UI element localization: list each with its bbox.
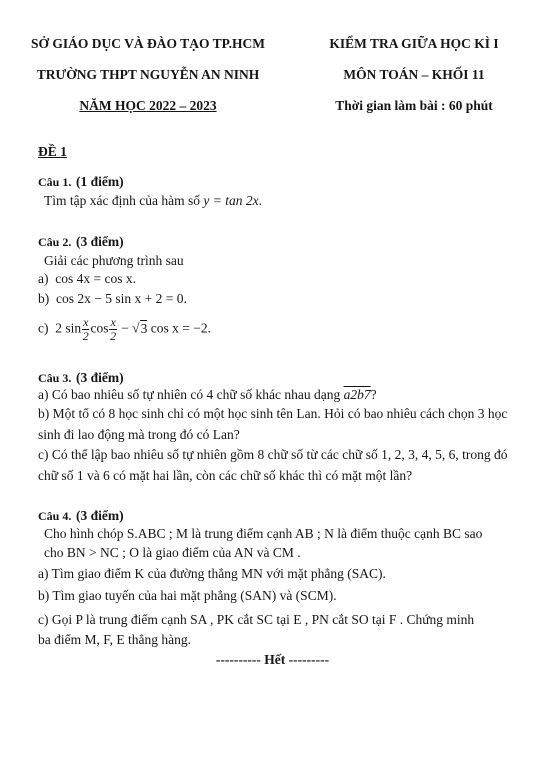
question-2b-formula: cos 2x − 5 sin x + 2 = 0 — [56, 291, 184, 306]
end-marker: ---------- Hết --------- — [215, 652, 330, 667]
question-3a: a) Có bao nhiêu số tự nhiên có 4 chữ số khác nhau dạng a2b7? — [38, 387, 377, 402]
question-3-points: (3 điểm) — [76, 370, 124, 385]
question-3-header — [38, 370, 124, 386]
question-2a: a) cos 4x = cos x. — [38, 271, 136, 286]
sqrt-3: 3 — [140, 320, 148, 336]
school-name: TRƯỜNG THPT NGUYỄN AN NINH — [36, 67, 260, 82]
question-1-number: Câu 1. — [38, 175, 72, 189]
question-1-header — [38, 174, 124, 190]
question-2-points: (3 điểm) — [76, 234, 124, 249]
question-2a-formula: cos 4x = cos x — [55, 271, 133, 286]
question-2-header — [38, 234, 124, 250]
question-2-intro: Giải các phương trình sau — [44, 253, 184, 268]
question-3b-line-2: sinh đi lao động mà trong đó có Lan? — [38, 427, 240, 442]
question-4c-line-2: ba điểm M, F, E thẳng hàng. — [38, 632, 192, 647]
question-3c-line-1: c) Có thể lập bao nhiêu số tự nhiên gồm 8 chữ số từ các chữ số 1, 2, 3, 4, 5, 6, trong đó — [38, 447, 508, 462]
subject-title: MÔN TOÁN – KHỐI 11 — [343, 67, 485, 82]
exam-title: KIỂM TRA GIỮA HỌC KÌ I — [329, 36, 499, 51]
question-1-formula: y = tan 2x — [203, 193, 259, 208]
question-3b-line-1: b) Một tổ có 8 học sinh chỉ có một học sinh tên Lan. Hỏi có bao nhiêu cách chọn 3 học — [38, 406, 508, 421]
fraction-x-over-2: $\frac{x}{2}$ — [110, 315, 117, 343]
question-2c: c) 2 sin $\frac{x}{2}$ cos $\frac{x}{2}$ − √3 cos x = −2. — [38, 315, 211, 343]
question-4-header — [38, 508, 124, 524]
question-4-points: (3 điểm) — [76, 508, 124, 523]
exam-duration: Thời gian làm bài : 60 phút — [335, 98, 493, 113]
question-2-number: Câu 2. — [38, 235, 72, 249]
question-3a-number-form: a2b7 — [343, 387, 371, 402]
question-4-line-1: Cho hình chóp S.ABC ; M là trung điểm cạnh AB ; N là điểm thuộc cạnh BC sao — [44, 526, 483, 541]
question-1-points: (1 điểm) — [76, 174, 124, 189]
question-4-line-2: cho BN > NC ; O là giao điểm của AN và CM . — [44, 545, 301, 560]
fraction-x-over-2: $\frac{x}{2}$ — [82, 315, 89, 343]
question-3c-line-2: chữ số 1 và 6 có mặt hai lần, còn các chữ số khác thì có mặt một lần? — [38, 468, 413, 483]
question-2b: b) cos 2x − 5 sin x + 2 = 0. — [38, 291, 187, 306]
exam-code: ĐỀ 1 — [38, 144, 67, 159]
question-4-number: Câu 4. — [38, 509, 72, 523]
question-4b: b) Tìm giao tuyến của hai mặt phẳng (SAN) và (SCM). — [38, 588, 337, 603]
question-4a: a) Tìm giao điểm K của đường thẳng MN với mặt phẳng (SAC). — [38, 566, 386, 581]
question-1-text: Tìm tập xác định của hàm số y = tan 2x. — [44, 193, 262, 208]
question-4c-line-1: c) Gọi P là trung điểm cạnh SA , PK cắt SC tại E , PN cắt SO tại F . Chứng minh — [38, 612, 475, 627]
school-year: NĂM HỌC 2022 – 2023 — [79, 98, 217, 113]
question-3-number: Câu 3. — [38, 371, 72, 385]
department-name: SỞ GIÁO DỤC VÀ ĐÀO TẠO TP.HCM — [31, 36, 265, 51]
